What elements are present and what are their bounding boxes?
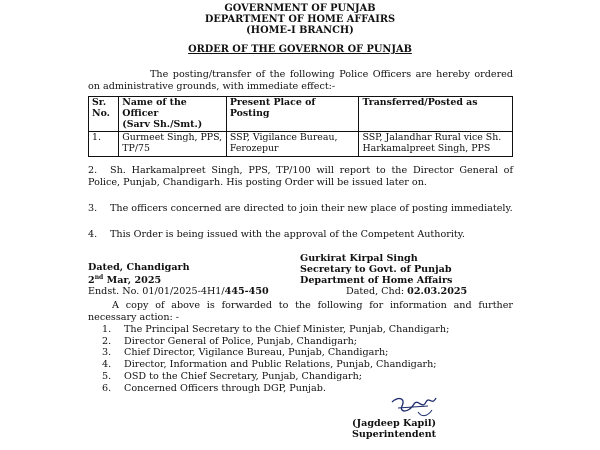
dated-day: 2: [88, 274, 95, 286]
dated-day-suffix: nd: [94, 273, 104, 281]
endorsement-prefix: Endst. No. 01/01/2025-4H1/: [88, 286, 225, 297]
endorsement-date-label: Dated, Chd:: [346, 286, 408, 297]
letterhead: [0, 0, 600, 37]
list-item: [88, 371, 513, 383]
intro-paragraph: The posting/transfer of the following Police Officers are hereby ordered on administrative grounds, with immediate effect:-: [88, 69, 513, 92]
list-item: [88, 383, 513, 395]
list-item-text: Chief Director, Vigilance Bureau, Punjab, Chandigarh;: [124, 347, 389, 359]
paragraph-text: Sh. Harkamalpreet Singh, PPS, TP/100 will report to the Director General of Police, Punjab, Chandigarh. His posting Order will be issued later on.: [88, 165, 513, 188]
paragraph-number: 4.: [88, 229, 98, 240]
list-item-number: 6.: [102, 382, 112, 394]
list-item-text: The Principal Secretary to the Chief Minister, Punjab, Chandigarh;: [124, 324, 450, 335]
cell-officer-name: Gurmeet Singh, PPS, TP/75: [119, 132, 227, 157]
cell-sr-no: 1.: [89, 132, 119, 157]
header-present-posting: Present Place of Posting: [226, 97, 359, 132]
list-item: [88, 359, 513, 371]
signatory-block: [300, 253, 452, 286]
order-title: ORDER OF THE GOVERNOR OF PUNJAB: [188, 43, 412, 55]
list-item-text: OSD to the Chief Secretary, Punjab, Chandigarh;: [124, 370, 363, 382]
copy-forward-text: A copy of above is forwarded to the following for information and further necessary action: -: [88, 300, 513, 323]
cell-present-posting: SSP, Vigilance Bureau, Ferozepur: [226, 132, 359, 157]
endorsement-date: [346, 286, 467, 298]
endorsement-line: [88, 286, 508, 298]
list-item-number: 5.: [102, 370, 112, 382]
list-item-number: 4.: [102, 359, 112, 371]
endorsement-date-value: 02.03.2025: [407, 286, 468, 297]
list-item-number: 1.: [102, 324, 112, 335]
paragraph-number: 2.: [88, 165, 98, 176]
superintendent-designation: Superintendent: [352, 429, 437, 441]
recipient-list: [88, 324, 513, 394]
signatory-name: Gurkirat Kirpal Singh: [300, 253, 418, 264]
government-name: GOVERNMENT OF PUNJAB: [224, 3, 376, 14]
superintendent-block: [352, 418, 436, 440]
paragraph-text: The officers concerned are directed to join their new place of posting immediately.: [110, 203, 513, 214]
header-transferred: Transferred/Posted as: [359, 97, 513, 132]
signatory-designation: Secretary to Govt. of Punjab: [300, 264, 452, 276]
table-row: [89, 132, 513, 157]
list-item-number: 2.: [102, 335, 112, 347]
list-item: [88, 347, 513, 359]
list-item: [88, 324, 513, 336]
list-item: [88, 336, 513, 348]
paragraph-3: [88, 203, 513, 215]
paragraph-number: 3.: [88, 203, 98, 214]
endorsement-number: 445-450: [224, 286, 269, 297]
transfer-table: [88, 96, 513, 157]
dated-date: [88, 274, 190, 287]
list-item-text: Director General of Police, Punjab, Chandigarh;: [124, 335, 358, 347]
paragraph-4: [88, 229, 513, 241]
table-header-row: [89, 97, 513, 132]
signatory-department: Department of Home Affairs: [300, 275, 453, 287]
department-name: DEPARTMENT OF HOME AFFAIRS: [204, 13, 396, 25]
header-officer-name-label: Name of the Officer: [122, 97, 187, 119]
header-officer-name-sub: (Sarv Sh./Smt.): [122, 118, 203, 130]
list-item-text: Concerned Officers through DGP, Punjab.: [124, 382, 326, 394]
header-officer-name: [119, 97, 227, 132]
cell-transferred: SSP, Jalandhar Rural vice Sh. Harkamalpreet Singh, PPS: [359, 132, 513, 157]
dated-place: Dated, Chandigarh: [88, 262, 190, 273]
header-sr-no: Sr. No.: [89, 97, 119, 132]
superintendent-name: (Jagdeep Kapil): [352, 418, 437, 429]
dated-month-year: Mar, 2025: [106, 274, 162, 286]
list-item-number: 3.: [102, 347, 112, 359]
branch-name: (HOME-I BRANCH): [246, 24, 354, 36]
dated-block: [88, 262, 190, 286]
paragraph-2: [88, 165, 513, 188]
paragraph-text: This Order is being issued with the approval of the Competent Authority.: [110, 229, 465, 240]
list-item-text: Director, Information and Public Relations, Punjab, Chandigarh;: [124, 359, 437, 371]
